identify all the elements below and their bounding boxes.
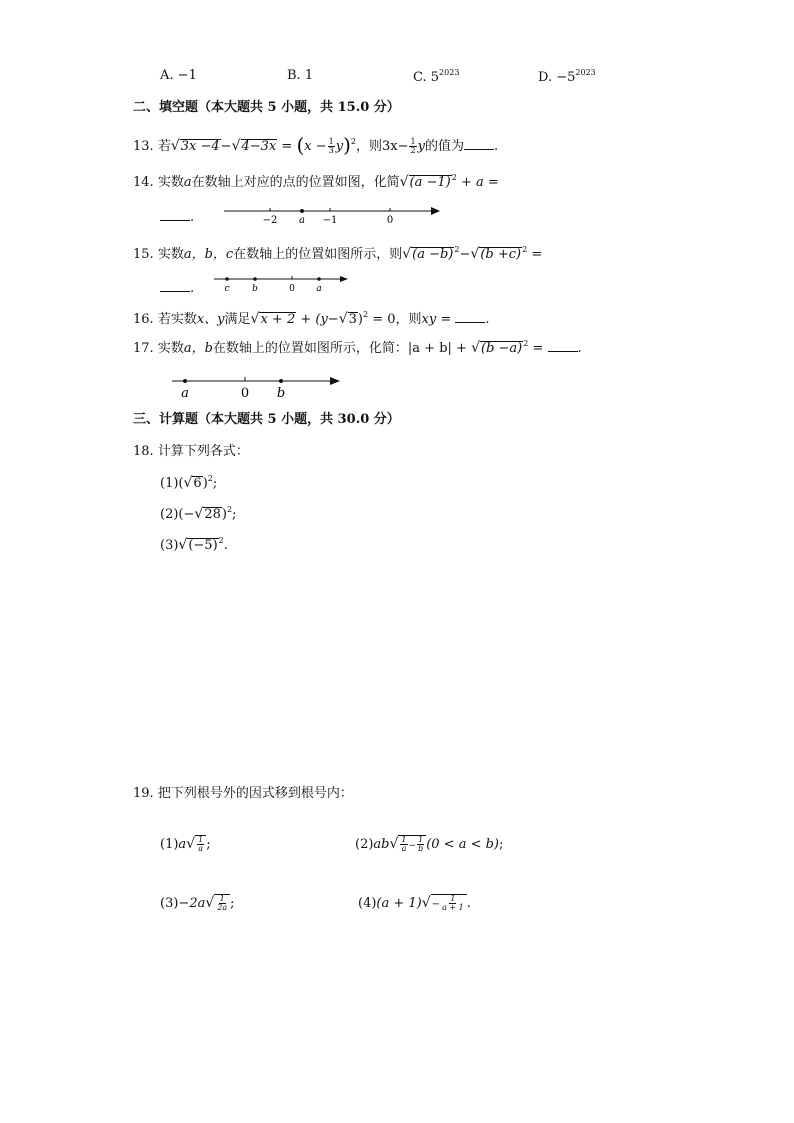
answer-blank[interactable] [160,281,190,292]
fraction: $\frac{1}{b}$ [418,835,424,853]
item-label: (4) [358,896,377,911]
question-text: 若 [157,139,171,154]
radicand: 4−3x [241,139,277,154]
item-label: (2) [355,837,374,852]
answer-blank[interactable] [455,312,485,323]
exponent: 2 [454,245,460,254]
option-a [160,69,197,82]
question-number: 13. [133,139,154,154]
condition: (0 < a < b) [426,837,499,852]
question-19-item-1: (1)a√ $\frac{1}{a}$ ; [160,835,211,853]
punct: ; [212,476,218,491]
radicand: 6 [193,476,202,491]
option-b [287,69,313,82]
punct: ; [232,507,237,522]
item-label: (2) [160,507,179,522]
math-term: a，b，c [183,247,234,262]
question-19 [133,787,353,800]
question-18-item-1: $(1)(√6)^2$; [160,474,218,491]
question-text: 在数轴上的位置如图所示，化简：|a + b| + [212,341,472,356]
question-number: 16. [133,312,154,327]
paren: ) [343,133,351,157]
question-13: 13. 若√3x −4−√4−3x = (x − $\frac{1}{3}$ y)$^2$，则3x− $\frac{1}{2}$ y的值为 . [133,133,499,157]
punct: . [223,538,228,553]
point-label: a [299,215,305,226]
question-19-item-2: (2)ab√ $\frac{1}{a}$ − $\frac{1}{b}$ (0 < a < b); [355,835,504,853]
coefficient: ab [373,837,390,852]
question-14: 14. 实数a在数轴上对应的点的位置如图，化简$√(a -1)^2 + a$ = [133,173,499,190]
question-19-item-3: (3)−2a√ $\frac{1}{2a}$ ; [160,894,235,912]
number-line-14 [220,204,444,226]
paren: (− [178,507,195,522]
period: . [485,312,490,327]
punct: ; [206,837,211,852]
option-letter: C. [413,70,427,85]
section-title-calculation: 三、计算题（本大题共 5 小题，共 30.0 分） [133,412,400,427]
question-text: 在数轴上的位置如图所示，则 [233,247,403,262]
question-text: 实数 [157,175,184,190]
exponent: 2 [207,474,213,483]
question-18-item-3: $(3)√(-5)^2$. [160,536,228,553]
option-letter: A. [160,68,174,83]
radicand: 3 [348,312,357,327]
question-number: 17. [133,341,154,356]
math-term: + (y− [296,312,339,327]
point-label: c [224,284,230,294]
question-15: 15. 实数a，b，c在数轴上的位置如图所示，则$√(a -b)^2-√(b +c)^2$ = [133,245,543,262]
question-number: 19. [133,786,154,801]
tick-label: 0 [386,215,394,226]
question-text: 的值为 [424,139,464,154]
item-label: (3) [160,538,179,553]
question-text: 实数 [157,247,184,262]
paren: ( [178,476,184,491]
exponent: 2 [226,505,233,514]
option-base: −5 [556,70,576,85]
option-base: 5 [430,70,440,85]
radicand: (a −1) [409,175,451,190]
section-title-fill-blank: 二、填空题（本大题共 5 小题，共 15.0 分） [133,100,400,115]
punct: ; [499,837,504,852]
fraction: $\frac{1}{2}$ [410,137,416,155]
number-line-17 [168,372,344,400]
operator: − [408,841,417,851]
question-19-item-4: (4)(a + 1)√− $\frac{1}{a + 1}$ . [358,894,471,912]
item-label: (1) [160,837,179,852]
fraction: $\frac{1}{a}$ [198,835,204,853]
period: . [577,341,582,356]
point-label: b [252,284,258,294]
math-term: xy [421,312,437,327]
question-16: 16. 若实数x、y满足$√x + 2 + (y-√3)^2 = 0$，则xy = . [133,310,490,327]
answer-blank[interactable] [160,210,190,221]
question-15-answer-line [160,281,194,295]
paren: ) [221,507,227,522]
period: . [190,210,195,225]
math-term: x − [304,139,327,154]
radicand: 28 [204,507,221,522]
option-exp: 2023 [439,68,460,77]
operator: = [527,247,543,262]
point-label: a [316,284,322,294]
point-label: a [181,386,189,400]
exponent: 2 [350,137,356,146]
math-term: x、y [196,312,225,327]
question-text: 计算下列各式： [157,444,249,459]
operator: − [459,247,471,262]
coefficient: (a + 1) [376,896,422,911]
item-label: (1) [160,476,179,491]
exponent: 2 [451,173,457,182]
question-text: 若实数 [157,312,197,327]
fraction: $\frac{1}{3}$ [328,137,334,155]
question-text: ，则3x− [355,139,409,154]
option-exp: 2023 [575,68,596,77]
paren: ( [296,133,305,157]
point-label: b [276,386,286,400]
radicand: (b +c) [480,247,522,262]
question-17: 17. 实数a，b在数轴上的位置如图所示，化简：$|a + b| + √(b -a)^2$ = . [133,339,582,356]
exponent: 2 [362,310,369,319]
question-number: 14. [133,175,154,190]
question-text: 满足 [224,312,251,327]
operator: = [528,341,548,356]
operator: − [220,139,232,154]
question-number: 18. [133,444,154,459]
math-term: + a = [456,175,499,190]
tick-label: −1 [322,215,338,226]
question-14-answer-line [160,210,194,224]
paren: ) [357,312,363,327]
math-term: a [183,175,192,190]
operator: = [436,312,456,327]
math-term: y [417,139,425,154]
punct: . [466,896,471,911]
answer-blank[interactable] [464,139,494,150]
period: . [190,281,195,296]
radicand: x + 2 [260,312,296,327]
question-18 [133,445,249,458]
option-c [413,69,459,84]
item-label: (3) [160,896,179,911]
question-18-item-2: $(2)(-√28)^2$; [160,505,237,522]
coefficient: a [178,837,187,852]
option-value: 1 [304,68,314,83]
radicand: 3x −4 [180,139,220,154]
fraction: $\frac{1}{a}$ [401,835,407,853]
exponent: 2 [522,245,528,254]
punct: ; [230,896,235,911]
option-value: −1 [177,68,197,83]
fraction: $\frac{1}{a + 1}$ [442,894,464,912]
period: . [493,139,499,154]
option-letter: D. [538,70,553,85]
radicand: (a −b) [412,247,454,262]
answer-blank[interactable] [548,341,578,352]
option-d [538,69,596,84]
question-text: 把下列根号外的因式移到根号内： [157,786,353,801]
exponent: 2 [523,339,529,348]
question-text: 在数轴上对应的点的位置如图，化简 [191,175,400,190]
tick-label: 0 [240,386,250,400]
tick-label: 0 [289,284,295,294]
math-term: y [335,139,344,154]
coefficient: −2a [178,896,206,911]
operator: − [431,899,441,910]
math-term: a，b [183,341,213,356]
question-text: = 0，则 [368,312,422,327]
operator: = [277,139,297,154]
tick-label: −2 [262,215,278,226]
radicand: (−5) [188,538,218,553]
question-number: 15. [133,247,154,262]
number-line-15 [210,273,352,295]
option-letter: B. [287,68,301,83]
paren: ) [202,476,208,491]
question-text: 实数 [157,341,184,356]
radicand: (b −a) [481,341,523,356]
fraction: $\frac{1}{2a}$ [217,894,228,912]
exponent: 2 [218,536,224,545]
